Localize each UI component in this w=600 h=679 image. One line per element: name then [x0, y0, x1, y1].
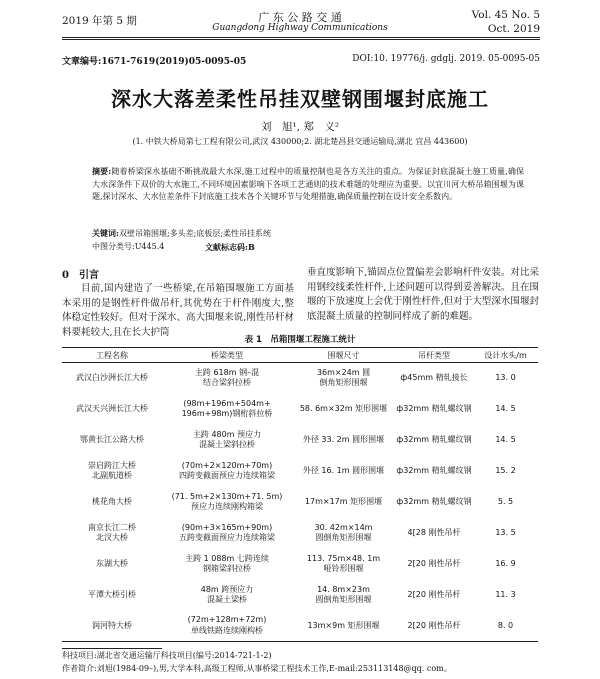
table-cell-name: 鄂黄长江公路大桥	[80, 434, 144, 444]
table-cell-name: 武汉天兴洲长江大桥	[76, 403, 148, 413]
table-row	[62, 611, 538, 642]
table-cell-rod: 2[20 刚性吊杆	[407, 558, 461, 568]
col-header: 桥梁类型	[162, 348, 292, 363]
table-cell-size: 14. 8m×23m 圆倒角矩形围堰	[315, 584, 372, 604]
table-cell-size: 17m×17m 矩形围堰	[304, 496, 383, 506]
table-cell-type: (72m+128m+72m) 单线铁路连续刚构桥	[162, 611, 292, 642]
table-cell-size: 36m×24m 圆 倒角矩形围堰	[316, 367, 371, 388]
table-cell-rod: ф32mm 精轧螺纹钢	[396, 403, 472, 413]
doi: DOI:10. 19776/j. gdglj. 2019. 05-0095-05	[352, 54, 540, 64]
table-cell-name: 桃花角大桥	[92, 496, 132, 506]
authors: 刘 旭¹, 郑 义²	[260, 121, 340, 133]
header-rule	[62, 37, 540, 38]
keywords-text: 双壁吊箱围堰;多头差;底板层;柔性吊挂系统	[118, 229, 272, 238]
abstract	[92, 165, 524, 204]
table-cell-head: 13. 5	[495, 527, 516, 537]
table-cell-name: 平潭大桥引桥	[88, 589, 136, 599]
table-row	[62, 487, 538, 518]
intro-left-paragraph: 目前,国内建造了一些桥梁,在吊箱围堰施工方面基本采用的是钢性杆件做吊杆,其优势在于杆件刚度大,整体稳定性较好。但对于深水、高大围堰来说,刚性吊杆材料要耗较大,且在长大护筒	[62, 283, 294, 338]
table-cell-type: 48m 跨预应力 混凝土梁桥	[200, 584, 254, 604]
col-header: 吊杆类型	[395, 348, 473, 363]
clc-number: 中图分类号:U445.4	[92, 242, 165, 251]
table-cell-size: 外径 16. 1m 圆形围堰	[302, 465, 385, 475]
article-number: 文章编号:1671-7619(2019)05-0095-05	[62, 57, 247, 67]
abstract-label: 摘要:	[92, 166, 112, 176]
table-cell-type: 主跨 618m 钢–混 结合梁斜拉桥	[194, 367, 260, 388]
journal-title-cn: 广 东 公 路 交 通	[258, 11, 342, 24]
table-row	[62, 363, 538, 394]
table-cell-rod: ф32mm 精轧螺纹钢	[396, 465, 472, 475]
table-cell-head: 11. 3	[495, 589, 516, 599]
table-cell-head: 16. 9	[495, 558, 516, 568]
table-cell-size: 外径 33. 2m 圆形围堰	[302, 434, 385, 444]
header-rule-thin	[62, 39, 540, 40]
table-cell-head: 8. 0	[473, 611, 538, 642]
table-cell-name: 润河特大桥	[62, 611, 162, 642]
table-cell-rod: ф45mm 精轧接长	[400, 373, 468, 382]
intro-right-paragraph: 垂直度影响下,锚固点位置偏差会影响杆件安装。对比采用钢绞线柔性杆件,上述问题可以得到妥善解决。且在围堰的下放速度上会优于刚性杆件,但对于大型深水围堰封底混凝土质量的控制同样成了新的难题。	[307, 267, 539, 322]
table-cell-size: 13m×9m 矩形围堰	[292, 611, 395, 642]
footnote-rule	[62, 648, 162, 649]
table-cell-rod: 2[20 刚性吊杆	[395, 611, 473, 642]
abstract-text: 随着桥梁深水基础不断挑战最大水深,施工过程中的质量控制也是各方关注的重点。为保证封底混凝土施工质量,确保大水深条件下双价的大水施工,不同环境因素影响下各项工艺通则的技术难题的处理应为重要。以宜川河大桥吊箱围堰为课题,探讨深水、大水位差条件下封底施工技术各个关键环节与处理措施,确保质量控制在设计安全系数内。	[92, 167, 524, 201]
table-cell-rod: 4[28 刚性吊杆	[407, 527, 461, 537]
journal-title-en: Guangdong Highway Communications	[212, 23, 388, 33]
author-bio: 作者简介:刘旭(1984-09–),男,大学本科,高级工程师,从事桥梁工程技术工作,E-mail:253113148@qq. com。	[62, 664, 452, 673]
table-cell-size: 58. 6m×32m 矩形围堰	[299, 403, 388, 413]
table-body	[62, 363, 538, 642]
table-cell-name: 武汉白沙洲长江大桥	[76, 373, 148, 382]
keywords	[92, 227, 524, 241]
table-cell-head: 13. 0	[495, 373, 516, 382]
section-heading: 0 引言	[62, 270, 99, 281]
table-header-row	[62, 348, 538, 363]
table-cell-type: (70m+2×120m+70m) 四跨变截面预应力连续箱梁	[179, 460, 275, 480]
col-header: 设计水头/m	[473, 348, 538, 363]
table-cell-type: 主跨 480m 预应力 混凝土梁斜拉桥	[192, 429, 262, 449]
date-label: Oct. 2019	[487, 23, 540, 35]
table-row	[62, 518, 538, 549]
funding-note: 科技项目:湖北省交通运输厅科技项目(编号:2014-721-1-2)	[62, 651, 272, 660]
table-cell-type: (71. 5m+2×130m+71. 5m) 预应力连续刚构箱梁	[171, 491, 283, 511]
col-header: 工程名称	[62, 348, 162, 363]
table-cell-rod: ф32mm 精轧螺纹钢	[396, 496, 472, 506]
table-cell-type: 主跨 1 088m 七跨连续 钢箱梁斜拉桥	[185, 553, 269, 573]
issue-label: 2019 年第 5 期	[62, 15, 137, 27]
table-cell-name: 南京长江二桥 北汊大桥	[88, 522, 136, 542]
table-row	[62, 456, 538, 487]
table-cell-rod: 2[20 刚性吊杆	[407, 589, 461, 599]
table-cell-head: 14. 5	[495, 434, 516, 444]
table-cell-head: 15. 2	[495, 465, 516, 475]
table-cell-head: 5. 5	[497, 496, 514, 506]
table-cell-type: (90m+3×165m+90m) 五跨变截面预应力连续箱梁	[179, 522, 275, 542]
table-cell-rod: ф32mm 精轧螺纹钢	[396, 434, 472, 444]
volume-label: Vol. 45 No. 5	[471, 9, 540, 21]
keywords-label: 关键词:	[92, 228, 119, 238]
table-cell-size: 30. 42m×14m 圆倒角矩形围堰	[314, 522, 373, 542]
table-row	[62, 425, 538, 456]
table-cell-head: 14. 5	[495, 403, 516, 413]
col-header: 围堰尺寸	[292, 348, 395, 363]
document-code: 文献标志码:B	[205, 242, 255, 252]
table-cell-name: 崇启跨江大桥 北副航道桥	[88, 460, 136, 480]
table-cell-name: 东湖大桥	[96, 558, 128, 568]
table-caption: 表 1 吊箱围堰工程施工统计	[244, 335, 356, 345]
paper-title: 深水大落差柔性吊挂双壁钢围堰封底施工	[111, 87, 489, 111]
table-row	[62, 549, 538, 580]
data-table	[62, 347, 538, 642]
table-cell-size: 113. 75m×48. 1m 哑铃形围堰	[306, 553, 381, 573]
table-row	[62, 394, 538, 425]
affiliations: (1. 中铁大桥局第七工程有限公司,武汉 430000;2. 湖北楚昌县交通运输局,湖北 宜昌 443600)	[132, 137, 468, 146]
table-cell-type: (98m+196m+504m+ 196m+98m)钢桁斜拉桥	[181, 398, 273, 418]
table-row	[62, 580, 538, 611]
